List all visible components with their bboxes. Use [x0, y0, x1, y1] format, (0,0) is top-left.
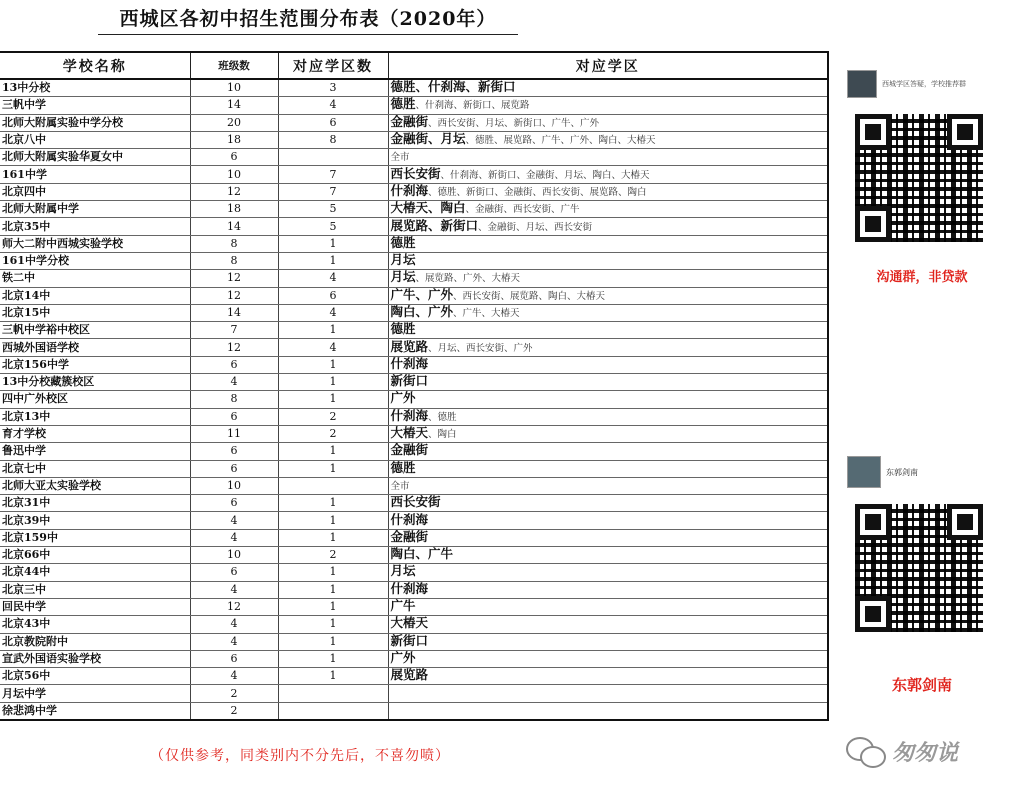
table-row: [0, 547, 827, 564]
district-count: 1: [278, 443, 388, 460]
district-primary: 广外: [390, 650, 416, 665]
district-secondary: 、展览路、广外、大椿天: [415, 273, 521, 285]
header-district-count: 对应学区数: [278, 53, 388, 79]
group-avatar: [847, 70, 877, 98]
qr-card-group: [841, 66, 1003, 291]
district-list: [388, 564, 827, 581]
district-list: [388, 201, 827, 218]
district-list: [388, 477, 827, 494]
district-secondary: 、什刹海、新街口、金融街、月坛、陶白、大椿天: [440, 169, 650, 181]
district-secondary: 、德胜、新街口、金融街、西长安街、展览路、陶白: [428, 186, 647, 198]
district-secondary: 全市: [390, 480, 410, 492]
district-count: 1: [278, 529, 388, 546]
school-name: 北京35中: [0, 218, 190, 235]
header-school-name: 学校名称: [0, 53, 190, 79]
school-name: 育才学校: [0, 425, 190, 442]
class-count: 10: [190, 547, 278, 564]
district-secondary: 、月坛、西长安街、广外: [428, 342, 533, 354]
class-count: 14: [190, 218, 278, 235]
district-list: [388, 252, 827, 269]
school-name: 鲁迅中学: [0, 443, 190, 460]
district-list: [388, 443, 827, 460]
district-count: 1: [278, 391, 388, 408]
district-primary: 德胜: [390, 460, 416, 475]
district-primary: 金融街: [390, 529, 429, 544]
district-primary: 西长安街: [390, 165, 441, 181]
school-name: 回民中学: [0, 598, 190, 615]
table-row: [0, 460, 827, 477]
class-count: 10: [190, 477, 278, 494]
table-row: [0, 304, 827, 321]
district-primary: 陶白、广牛: [390, 546, 454, 562]
district-primary: 陶白、广外: [390, 304, 454, 319]
district-list: [388, 131, 827, 148]
class-count: 18: [190, 131, 278, 148]
district-primary: 展览路: [390, 667, 429, 683]
district-primary: 什刹海: [390, 581, 429, 596]
class-count: 4: [190, 512, 278, 529]
class-count: 4: [190, 374, 278, 391]
school-name: 北京教院附中: [0, 633, 190, 650]
profile-name: 东郭剑南: [886, 467, 918, 477]
district-list: [388, 633, 827, 650]
class-count: 7: [190, 322, 278, 339]
district-count: 1: [278, 322, 388, 339]
table-row: [0, 598, 827, 615]
district-list: [388, 270, 827, 287]
school-name: 北京三中: [0, 581, 190, 598]
district-primary: 大椿天: [390, 425, 429, 441]
district-count: 1: [278, 598, 388, 615]
district-primary: 金融街: [390, 114, 429, 129]
school-name: 北京44中: [0, 564, 190, 581]
district-count: 3: [278, 79, 388, 97]
district-count: [278, 702, 388, 719]
table-row: [0, 252, 827, 269]
class-count: 6: [190, 408, 278, 425]
class-count: 6: [190, 443, 278, 460]
district-list: [388, 374, 827, 391]
class-count: 6: [190, 650, 278, 667]
district-count: 1: [278, 581, 388, 598]
table-row: [0, 685, 827, 702]
table-row: [0, 235, 827, 252]
district-list: [388, 547, 827, 564]
school-name: 13中分校: [0, 79, 190, 97]
district-count: 6: [278, 114, 388, 131]
school-name: 北京39中: [0, 512, 190, 529]
wechat-watermark: [846, 735, 958, 767]
school-name: 北京15中: [0, 304, 190, 321]
district-count: [278, 477, 388, 494]
school-name: 北京八中: [0, 131, 190, 148]
district-secondary: 、西长安街、月坛、新街口、广牛、广外: [428, 117, 600, 129]
school-name: 三帆中学裕中校区: [0, 322, 190, 339]
class-count: 2: [190, 685, 278, 702]
district-count: 1: [278, 564, 388, 581]
school-name: 13中分校藏簇校区: [0, 374, 190, 391]
class-count: 12: [190, 270, 278, 287]
table-row: [0, 477, 827, 494]
school-name: 北京31中: [0, 495, 190, 512]
table-row: [0, 633, 827, 650]
school-name: 西城外国语学校: [0, 339, 190, 356]
district-primary: 月坛: [390, 252, 416, 268]
district-list: [388, 581, 827, 598]
school-name: 北京56中: [0, 668, 190, 685]
school-name: 宣武外国语实验学校: [0, 650, 190, 667]
group-name: 西城学区答疑，学校推荐群: [882, 80, 966, 88]
district-primary: 金融街: [390, 442, 429, 458]
district-count: 1: [278, 235, 388, 252]
district-secondary: 、陶白: [428, 429, 457, 441]
school-name: 三帆中学: [0, 97, 190, 114]
class-count: 6: [190, 356, 278, 373]
table-row: [0, 616, 827, 633]
district-secondary: 、德胜: [428, 411, 457, 423]
table-row: [0, 183, 827, 200]
table-row: [0, 529, 827, 546]
table-row: [0, 131, 827, 148]
district-count: 5: [278, 201, 388, 218]
district-count: 1: [278, 512, 388, 529]
district-count: 1: [278, 495, 388, 512]
table-row: [0, 166, 827, 183]
district-count: 4: [278, 270, 388, 287]
district-list: [388, 339, 827, 356]
district-list: [388, 495, 827, 512]
district-primary: 新街口: [390, 373, 429, 389]
district-count: 7: [278, 166, 388, 183]
district-primary: 广牛、广外: [390, 287, 454, 302]
district-secondary: 、什刹海、新街口、展览路: [415, 100, 530, 112]
school-name: 北京14中: [0, 287, 190, 304]
district-secondary: 全市: [390, 152, 410, 164]
qr-code-personal: [855, 504, 983, 632]
district-count: 2: [278, 408, 388, 425]
district-list: [388, 183, 827, 200]
district-list: [388, 304, 827, 321]
district-primary: 什刹海: [390, 356, 429, 371]
district-list: [388, 512, 827, 529]
school-name: 北京156中学: [0, 356, 190, 373]
school-name: 徐悲鸿中学: [0, 702, 190, 719]
table-row: [0, 702, 827, 719]
school-name: 北京四中: [0, 183, 190, 200]
page-title: 西城区各初中招生范围分布表（2020年）: [98, 4, 518, 35]
school-name: 师大二附中西城实验学校: [0, 235, 190, 252]
class-count: 8: [190, 252, 278, 269]
district-secondary: 、德胜、展览路、广牛、广外、陶白、大椿天: [465, 135, 656, 147]
district-count: 7: [278, 183, 388, 200]
district-secondary: 、金融街、月坛、西长安街: [478, 221, 593, 233]
enrollment-table: [0, 51, 829, 721]
district-list: [388, 650, 827, 667]
school-name: 四中广外校区: [0, 391, 190, 408]
district-list: [388, 97, 827, 114]
district-list: [388, 356, 827, 373]
district-primary: 广外: [390, 390, 416, 406]
district-count: 1: [278, 374, 388, 391]
school-name: 北京七中: [0, 460, 190, 477]
table-row: [0, 339, 827, 356]
table-row: [0, 356, 827, 373]
district-list: [388, 287, 827, 304]
qr-caption-group: 沟通群，非贷款: [876, 270, 968, 285]
district-list: [388, 529, 827, 546]
table-row: [0, 425, 827, 442]
school-name: 北京13中: [0, 408, 190, 425]
district-list: [388, 218, 827, 235]
district-secondary: 、西长安街、展览路、陶白、大椿天: [453, 290, 606, 302]
district-list: [388, 391, 827, 408]
table-row: [0, 218, 827, 235]
class-count: 6: [190, 149, 278, 166]
district-count: 1: [278, 616, 388, 633]
district-count: 5: [278, 218, 388, 235]
table-row: [0, 495, 827, 512]
class-count: 4: [190, 616, 278, 633]
wechat-icon: [846, 735, 886, 767]
district-list: [388, 166, 827, 183]
table-row: [0, 650, 827, 667]
district-primary: 展览路: [390, 338, 429, 354]
district-primary: 什刹海: [390, 183, 429, 198]
disclaimer-note: （仅供参考，同类别内不分先后，不喜勿喷）: [150, 748, 450, 764]
district-primary: 大椿天: [390, 615, 429, 631]
school-name: 北京66中: [0, 547, 190, 564]
district-list: [388, 702, 827, 719]
district-count: 2: [278, 425, 388, 442]
district-list: [388, 235, 827, 252]
district-primary: 广牛: [390, 598, 416, 614]
district-primary: 金融街、月坛: [390, 131, 466, 147]
class-count: 18: [190, 201, 278, 218]
table-row: [0, 564, 827, 581]
district-list: [388, 425, 827, 442]
table-row: [0, 287, 827, 304]
district-primary: 什刹海: [390, 408, 429, 423]
district-primary: 德胜: [390, 235, 416, 250]
table-row: [0, 79, 827, 97]
district-list: [388, 322, 827, 339]
school-name: 161中学: [0, 166, 190, 183]
qr-caption-personal: 东郭剑南: [891, 676, 952, 694]
class-count: 12: [190, 183, 278, 200]
district-primary: 西长安街: [390, 494, 441, 510]
district-count: 1: [278, 650, 388, 667]
class-count: 4: [190, 581, 278, 598]
table-row: [0, 201, 827, 218]
class-count: 2: [190, 702, 278, 719]
school-name: 北京43中: [0, 616, 190, 633]
school-name: 161中学分校: [0, 252, 190, 269]
district-primary: 月坛: [390, 269, 416, 285]
district-count: [278, 685, 388, 702]
class-count: 6: [190, 460, 278, 477]
school-name: 北师大附属实验中学分校: [0, 114, 190, 131]
class-count: 8: [190, 235, 278, 252]
class-count: 10: [190, 79, 278, 97]
profile-avatar: [847, 456, 881, 488]
class-count: 10: [190, 166, 278, 183]
class-count: 4: [190, 668, 278, 685]
district-count: 2: [278, 547, 388, 564]
district-count: 4: [278, 97, 388, 114]
wechat-account-name: 匆匆说: [892, 740, 959, 766]
class-count: 12: [190, 598, 278, 615]
district-list: [388, 598, 827, 615]
class-count: 11: [190, 425, 278, 442]
school-name: 北京159中: [0, 529, 190, 546]
district-primary: 德胜、什刹海、新街口: [390, 79, 516, 95]
table-row: [0, 270, 827, 287]
district-list: [388, 685, 827, 702]
district-list: [388, 79, 827, 97]
table-row: [0, 114, 827, 131]
table-row: [0, 97, 827, 114]
class-count: 8: [190, 391, 278, 408]
district-count: 6: [278, 287, 388, 304]
class-count: 14: [190, 97, 278, 114]
header-districts: 对应学区: [388, 53, 827, 79]
class-count: 12: [190, 287, 278, 304]
district-primary: 月坛: [390, 563, 416, 579]
district-primary: 德胜: [390, 321, 416, 337]
table-row: [0, 581, 827, 598]
table-row: [0, 322, 827, 339]
header-class-count: 班级数: [190, 53, 278, 79]
class-count: 14: [190, 304, 278, 321]
qr-code: [855, 114, 983, 242]
class-count: 6: [190, 495, 278, 512]
district-count: 1: [278, 252, 388, 269]
district-count: 4: [278, 304, 388, 321]
school-name: 铁二中: [0, 270, 190, 287]
school-name: 北师大附属中学: [0, 201, 190, 218]
district-list: [388, 668, 827, 685]
class-count: 4: [190, 633, 278, 650]
district-count: 1: [278, 460, 388, 477]
district-primary: 大椿天、陶白: [390, 200, 466, 216]
class-count: 6: [190, 564, 278, 581]
district-secondary: 、金融街、西长安街、广牛: [465, 204, 580, 216]
district-primary: 什刹海: [390, 511, 429, 527]
district-count: 1: [278, 633, 388, 650]
district-list: [388, 460, 827, 477]
table-row: [0, 391, 827, 408]
district-list: [388, 408, 827, 425]
table-row: [0, 512, 827, 529]
district-count: [278, 149, 388, 166]
table-row: [0, 668, 827, 685]
table-row: [0, 408, 827, 425]
table-row: [0, 443, 827, 460]
district-list: [388, 114, 827, 131]
school-name: 北师大附属实验华夏女中: [0, 149, 190, 166]
district-count: 1: [278, 668, 388, 685]
qr-card-personal: [841, 452, 1003, 702]
district-count: 4: [278, 339, 388, 356]
district-list: [388, 616, 827, 633]
table-row: [0, 374, 827, 391]
class-count: 4: [190, 529, 278, 546]
district-secondary: 、广牛、大椿天: [453, 308, 520, 319]
district-count: 1: [278, 356, 388, 373]
table-header-row: [0, 53, 827, 79]
school-name: 月坛中学: [0, 685, 190, 702]
school-name: 北师大亚太实验学校: [0, 477, 190, 494]
district-count: 8: [278, 131, 388, 148]
class-count: 12: [190, 339, 278, 356]
district-primary: 新街口: [390, 633, 429, 648]
table-row: [0, 149, 827, 166]
district-primary: 展览路、新街口: [390, 217, 479, 233]
district-primary: 德胜: [390, 96, 416, 112]
class-count: 20: [190, 114, 278, 131]
district-list: [388, 149, 827, 166]
